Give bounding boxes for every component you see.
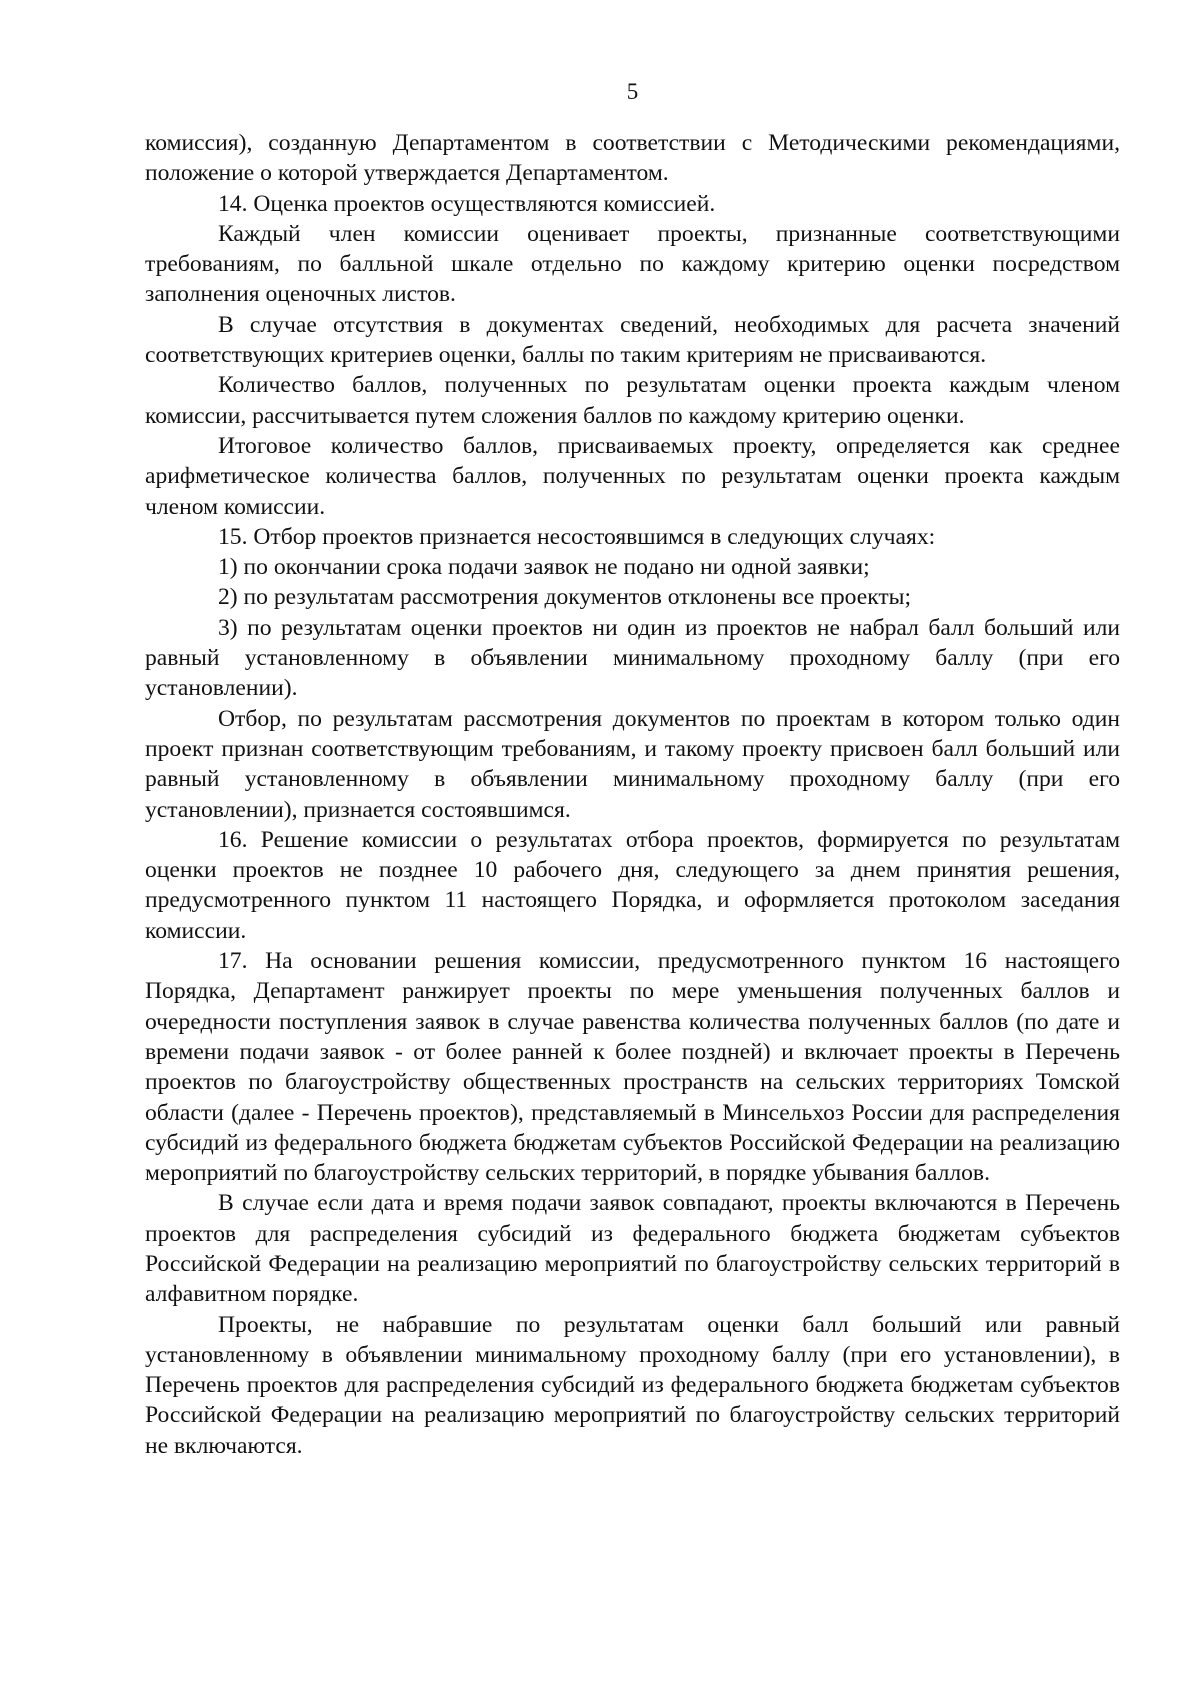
paragraph-item-17: 17. На основании решения комиссии, предусмотренного пунктом 16 настоящего Порядка, Департамент ранжирует проекты по мере уменьшения полученных баллов и очередности поступления заявок в случае равенства количества полученных баллов (по дате и времени подачи заявок - от более ранней к более поздней) и включает проекты в Перечень проектов по благоустройству общественных пространств на сельских территориях Томской области (далее - Перечень проектов), представляемый в Минсельхоз России для распределения субсидий из федерального бюджета бюджетам субъектов Российской Федерации на реализацию мероприятий по благоустройству сельских территорий, в порядке убывания баллов. — [145, 948, 1120, 1187]
paragraph-single-project: Отбор, по результатам рассмотрения документов по проектам в котором только один проект признан соответствующим требованиям, и такому проекту присвоен балл больший или равный установленному в объявлении минимальному проходному баллу (при его установлении), признается состоявшимся. — [145, 705, 1120, 823]
paragraph-commission-continuation: комиссия), созданную Департаментом в соответствии с Методическими рекомендациями, положение о которой утверждается Департаментом. — [145, 130, 1120, 187]
page-number: 5 — [626, 79, 639, 104]
paragraph-item-16: 16. Решение комиссии о результатах отбора проектов, формируется по результатам оценки проектов не позднее 10 рабочего дня, следующего за днем принятия решения, предусмотренного пунктом 11 настоящего Порядка, и оформляется протоколом заседания комиссии. — [145, 826, 1120, 944]
list-item-2: 2) по результатам рассмотрения документов отклонены все проекты; — [218, 584, 912, 611]
paragraph-member-evaluation: Каждый член комиссии оценивает проекты, признанные соответствующими требованиям, по балльной шкале отдельно по каждому критерию оценки посредством заполнения оценочных листов. — [145, 220, 1120, 308]
document-body — [145, 128, 1120, 1461]
paragraph-final-score: Итоговое количество баллов, присваиваемых проекту, определяется как среднее арифметическое количества баллов, полученных по результатам оценки проекта каждым членом комиссии. — [145, 432, 1120, 520]
paragraph-item-15: 15. Отбор проектов признается несостоявшимся в следующих случаях: — [218, 523, 936, 550]
list-item-3: 3) по результатам оценки проектов ни один из проектов не набрал балл больший или равный установленному в объявлении минимальному проходному баллу (при его установлении). — [145, 614, 1120, 702]
list-item-1: 1) по окончании срока подачи заявок не подано ни одной заявки; — [218, 554, 870, 581]
paragraph-missing-info: В случае отсутствия в документах сведений, необходимых для расчета значений соответствующих критериев оценки, баллы по таким критериям не присваиваются. — [145, 311, 1120, 369]
paragraph-same-date: В случае если дата и время подачи заявок совпадают, проекты включаются в Перечень проектов для распределения субсидий из федерального бюджета бюджетам субъектов Российской Федерации на реализацию мероприятий по благоустройству сельских территорий в алфавитном порядке. — [145, 1190, 1120, 1308]
paragraph-score-calculation: Количество баллов, полученных по результатам оценки проекта каждым членом комиссии, рассчитывается путем сложения баллов по каждому критерию оценки. — [145, 372, 1120, 429]
paragraph-not-included: Проекты, не набравшие по результатам оценки балл больший или равный установленному в объявлении минимальному проходному баллу (при его установлении), в Перечень проектов для распределения субсидий из федерального бюджета бюджетам субъектов Российской Федерации на реализацию мероприятий по благоустройству сельских территорий не включаются. — [145, 1311, 1120, 1459]
paragraph-item-14: 14. Оценка проектов осуществляются комиссией. — [218, 190, 716, 217]
